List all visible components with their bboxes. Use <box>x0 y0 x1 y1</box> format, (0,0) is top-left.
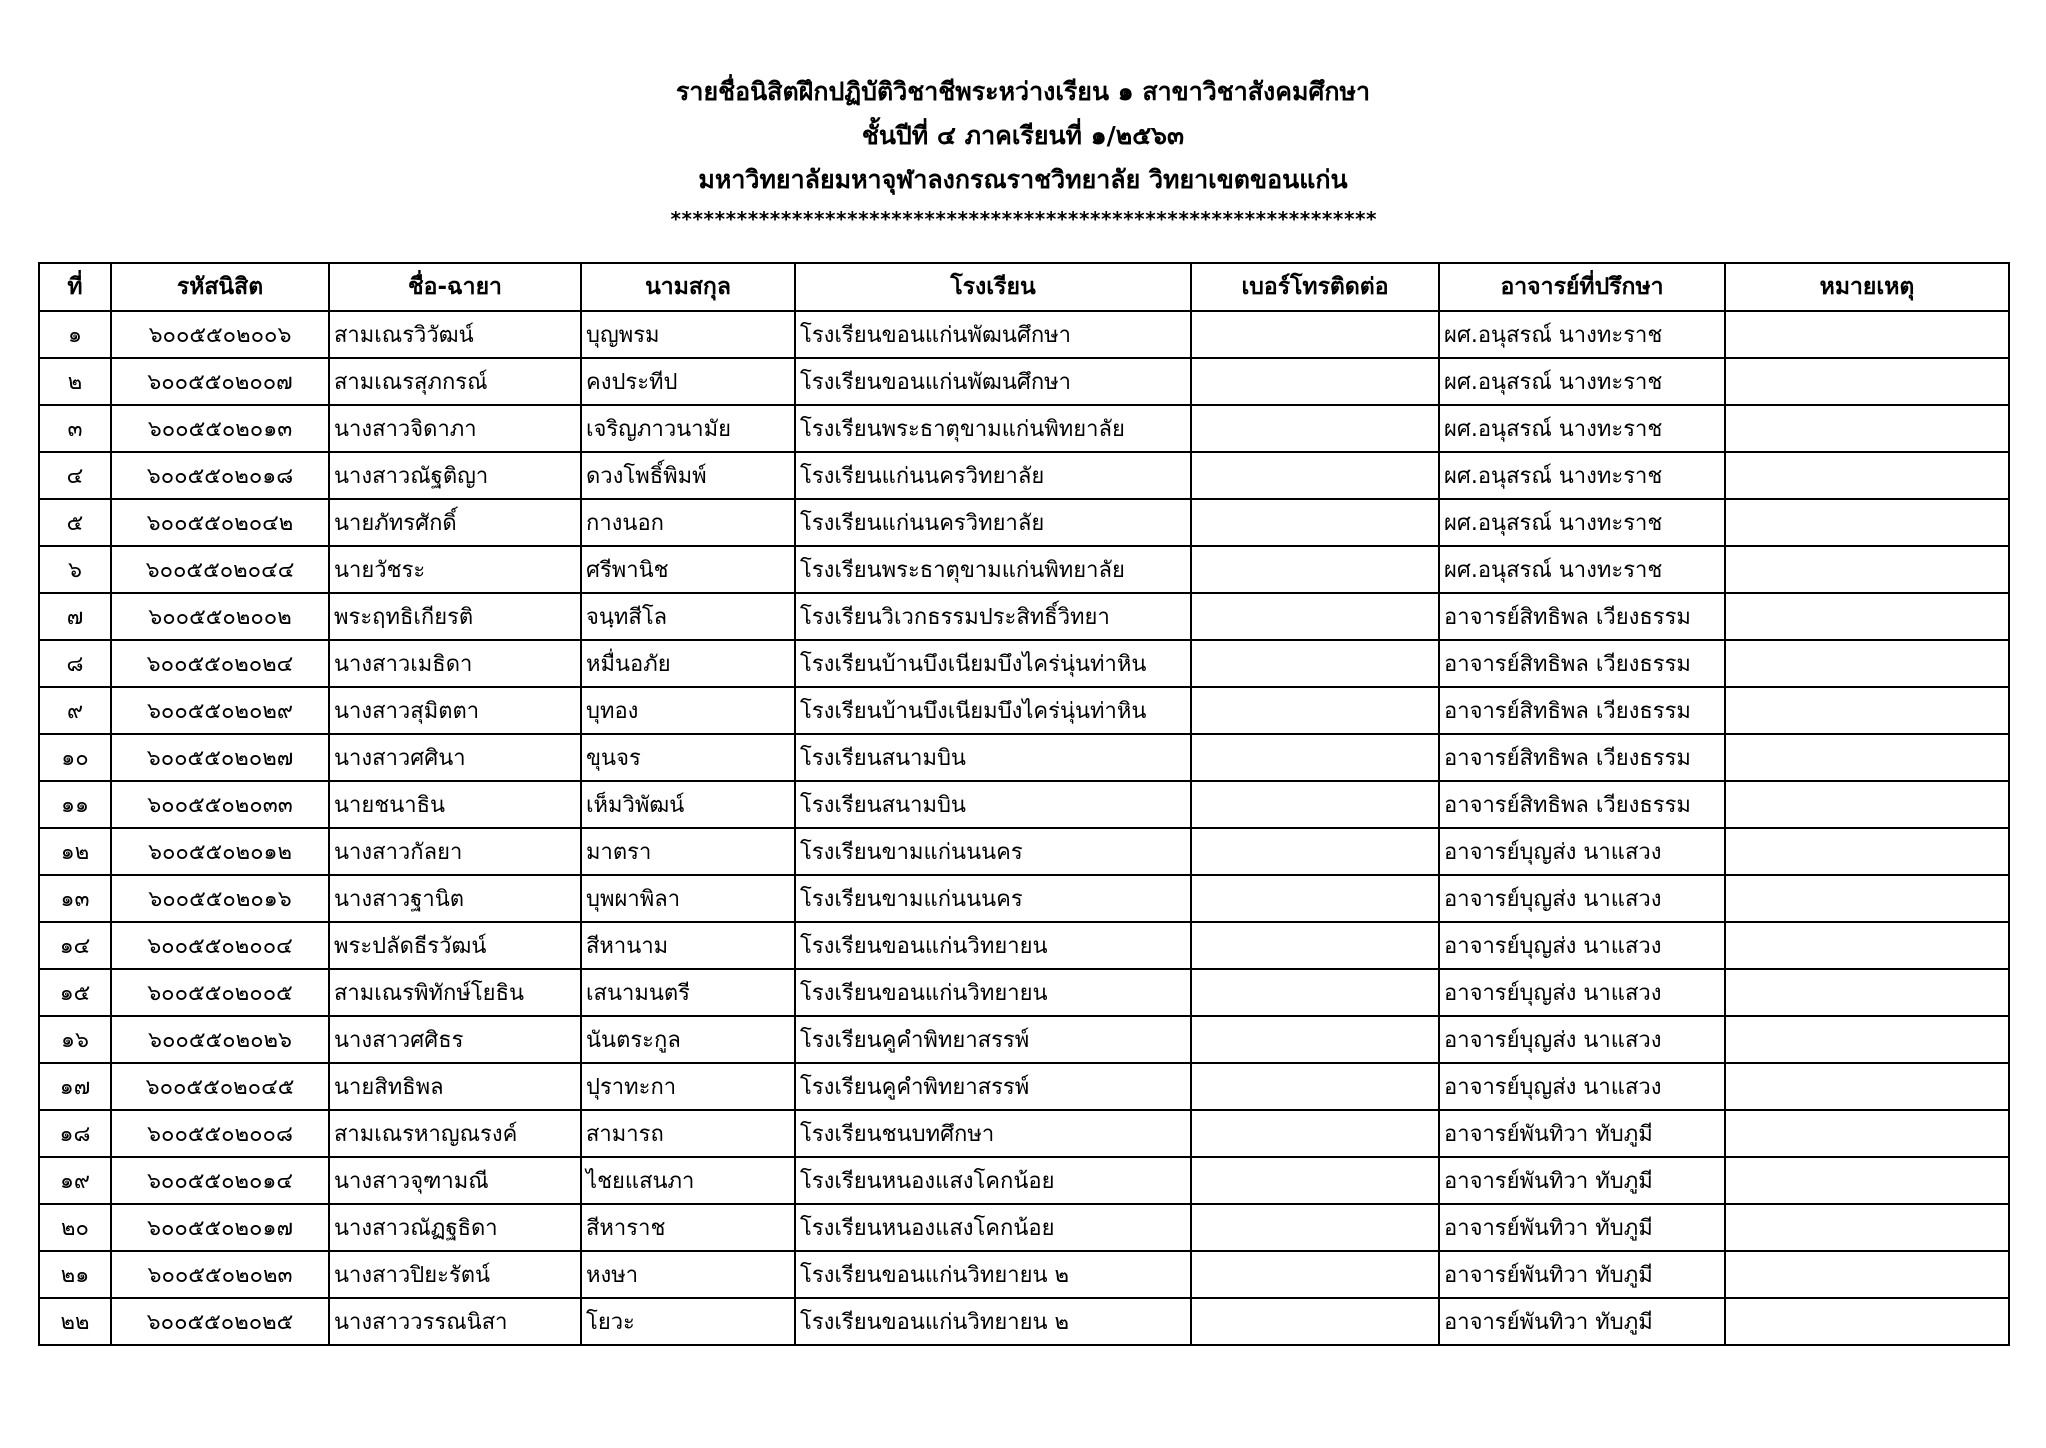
student-id: ๖๐๐๕๕๐๒๐๑๔ <box>111 1157 329 1204</box>
table-row <box>39 405 2009 452</box>
phone-number <box>1191 1298 1439 1345</box>
remarks <box>1725 358 2009 405</box>
col-header-student-id: รหัสนิสิต <box>111 263 329 311</box>
table-row <box>39 1204 2009 1251</box>
row-number: ๒ <box>39 358 111 405</box>
advisor-name: อาจารย์พันทิวา ทับภูมี <box>1439 1157 1725 1204</box>
col-header-school: โรงเรียน <box>795 263 1191 311</box>
row-number: ๑ <box>39 311 111 358</box>
school-name: โรงเรียนขอนแก่นวิทยายน ๒ <box>795 1298 1191 1345</box>
phone-number <box>1191 452 1439 499</box>
row-number: ๑๗ <box>39 1063 111 1110</box>
student-surname: สีหาราช <box>581 1204 795 1251</box>
student-id: ๖๐๐๕๕๐๒๐๒๖ <box>111 1016 329 1063</box>
student-name: สามเณรสุภกรณ์ <box>329 358 581 405</box>
school-name: โรงเรียนหนองแสงโคกน้อย <box>795 1204 1191 1251</box>
student-surname: สีหานาม <box>581 922 795 969</box>
student-id: ๖๐๐๕๕๐๒๐๑๓ <box>111 405 329 452</box>
table-row <box>39 969 2009 1016</box>
col-header-phone: เบอร์โทรติดต่อ <box>1191 263 1439 311</box>
advisor-name: อาจารย์สิทธิพล เวียงธรรม <box>1439 734 1725 781</box>
remarks <box>1725 640 2009 687</box>
advisor-name: อาจารย์สิทธิพล เวียงธรรม <box>1439 640 1725 687</box>
student-surname: เสนามนตรี <box>581 969 795 1016</box>
row-number: ๑๙ <box>39 1157 111 1204</box>
document-subtitle-term: ชั้นปีที่ ๔ ภาคเรียนที่ ๑/๒๕๖๓ <box>861 121 1185 150</box>
student-id: ๖๐๐๕๕๐๒๐๒๗ <box>111 734 329 781</box>
school-name: โรงเรียนแก่นนครวิทยาลัย <box>795 452 1191 499</box>
student-roster-table <box>38 262 2010 1346</box>
school-name: โรงเรียนคูคำพิทยาสรรพ์ <box>795 1016 1191 1063</box>
student-name: นางสาวจิดาภา <box>329 405 581 452</box>
phone-number <box>1191 734 1439 781</box>
student-id: ๖๐๐๕๕๐๒๐๒๙ <box>111 687 329 734</box>
student-surname: บุทอง <box>581 687 795 734</box>
advisor-name: อาจารย์บุญส่ง นาแสวง <box>1439 1016 1725 1063</box>
school-name: โรงเรียนขามแก่นนนคร <box>795 828 1191 875</box>
phone-number <box>1191 1204 1439 1251</box>
phone-number <box>1191 781 1439 828</box>
remarks <box>1725 1063 2009 1110</box>
table-row <box>39 593 2009 640</box>
student-surname: ศรีพานิช <box>581 546 795 593</box>
student-surname: หงษา <box>581 1251 795 1298</box>
school-name: โรงเรียนคูคำพิทยาสรรพ์ <box>795 1063 1191 1110</box>
student-surname: ขุนจร <box>581 734 795 781</box>
row-number: ๕ <box>39 499 111 546</box>
table-row <box>39 687 2009 734</box>
phone-number <box>1191 1251 1439 1298</box>
table-row <box>39 1251 2009 1298</box>
row-number: ๑๕ <box>39 969 111 1016</box>
student-name: นางสาวณัฏฐธิดา <box>329 1204 581 1251</box>
phone-number <box>1191 922 1439 969</box>
document-title: รายชื่อนิสิตฝึกปฏิบัติวิชาชีพระหว่างเรียน ๑ สาขาวิชาสังคมศึกษา <box>676 77 1370 106</box>
phone-number <box>1191 546 1439 593</box>
row-number: ๑๓ <box>39 875 111 922</box>
table-row <box>39 311 2009 358</box>
advisor-name: อาจารย์บุญส่ง นาแสวง <box>1439 1063 1725 1110</box>
advisor-name: ผศ.อนุสรณ์ นางทะราช <box>1439 452 1725 499</box>
table-row <box>39 828 2009 875</box>
phone-number <box>1191 969 1439 1016</box>
table-row <box>39 1298 2009 1345</box>
school-name: โรงเรียนขอนแก่นวิทยายน ๒ <box>795 1251 1191 1298</box>
phone-number <box>1191 593 1439 640</box>
phone-number <box>1191 311 1439 358</box>
remarks <box>1725 452 2009 499</box>
student-id: ๖๐๐๕๕๐๒๐๔๔ <box>111 546 329 593</box>
remarks <box>1725 875 2009 922</box>
student-name: นายวัชระ <box>329 546 581 593</box>
table-row <box>39 1157 2009 1204</box>
student-surname: ไชยแสนภา <box>581 1157 795 1204</box>
school-name: โรงเรียนขอนแก่นวิทยายน <box>795 969 1191 1016</box>
student-id: ๖๐๐๕๕๐๒๐๔๒ <box>111 499 329 546</box>
table-header-row <box>39 263 2009 311</box>
student-name: สามเณรพิทักษ์โยธิน <box>329 969 581 1016</box>
student-surname: หมื่นอภัย <box>581 640 795 687</box>
student-surname: สามารถ <box>581 1110 795 1157</box>
row-number: ๑๑ <box>39 781 111 828</box>
document-subtitle-university: มหาวิทยาลัยมหาจุฬาลงกรณราชวิทยาลัย วิทยาเขตขอนแก่น <box>698 165 1348 194</box>
student-surname: จนฺทสีโล <box>581 593 795 640</box>
table-row <box>39 1110 2009 1157</box>
student-name: นายชนาธิน <box>329 781 581 828</box>
student-surname: บุพผาพิลา <box>581 875 795 922</box>
remarks <box>1725 499 2009 546</box>
school-name: โรงเรียนวิเวกธรรมประสิทธิ์วิทยา <box>795 593 1191 640</box>
table-row <box>39 546 2009 593</box>
row-number: ๑๖ <box>39 1016 111 1063</box>
school-name: โรงเรียนหนองแสงโคกน้อย <box>795 1157 1191 1204</box>
school-name: โรงเรียนพระธาตุขามแก่นพิทยาลัย <box>795 405 1191 452</box>
row-number: ๔ <box>39 452 111 499</box>
student-name: นางสาวจุฑามณี <box>329 1157 581 1204</box>
col-header-name: ชื่อ-ฉายา <box>329 263 581 311</box>
student-name: นางสาวสุมิตตา <box>329 687 581 734</box>
remarks <box>1725 781 2009 828</box>
remarks <box>1725 311 2009 358</box>
school-name: โรงเรียนชนบทศึกษา <box>795 1110 1191 1157</box>
advisor-name: ผศ.อนุสรณ์ นางทะราช <box>1439 546 1725 593</box>
remarks <box>1725 828 2009 875</box>
student-id: ๖๐๐๕๕๐๒๐๐๔ <box>111 922 329 969</box>
student-surname: มาตรา <box>581 828 795 875</box>
table-row <box>39 922 2009 969</box>
advisor-name: อาจารย์สิทธิพล เวียงธรรม <box>1439 781 1725 828</box>
remarks <box>1725 405 2009 452</box>
student-surname: กางนอก <box>581 499 795 546</box>
student-id: ๖๐๐๕๕๐๒๐๐๖ <box>111 311 329 358</box>
school-name: โรงเรียนขอนแก่นวิทยายน <box>795 922 1191 969</box>
school-name: โรงเรียนสนามบิน <box>795 734 1191 781</box>
advisor-name: อาจารย์สิทธิพล เวียงธรรม <box>1439 593 1725 640</box>
student-name: นายภัทรศักดิ์ <box>329 499 581 546</box>
document-header <box>0 70 2046 234</box>
student-surname: ดวงโพธิ์พิมพ์ <box>581 452 795 499</box>
student-name: นางสาวณัฐติญา <box>329 452 581 499</box>
remarks <box>1725 1110 2009 1157</box>
row-number: ๑๘ <box>39 1110 111 1157</box>
school-name: โรงเรียนบ้านบึงเนียมบึงไคร่นุ่นท่าหิน <box>795 687 1191 734</box>
student-name: นางสาวกัลยา <box>329 828 581 875</box>
remarks <box>1725 1298 2009 1345</box>
student-name: นางสาวฐานิต <box>329 875 581 922</box>
student-id: ๖๐๐๕๕๐๒๐๐๗ <box>111 358 329 405</box>
phone-number <box>1191 499 1439 546</box>
row-number: ๘ <box>39 640 111 687</box>
school-name: โรงเรียนขามแก่นนนคร <box>795 875 1191 922</box>
phone-number <box>1191 1016 1439 1063</box>
row-number: ๓ <box>39 405 111 452</box>
remarks <box>1725 1204 2009 1251</box>
col-header-advisor: อาจารย์ที่ปรึกษา <box>1439 263 1725 311</box>
table-row <box>39 781 2009 828</box>
student-id: ๖๐๐๕๕๐๒๐๑๖ <box>111 875 329 922</box>
student-name: นางสาวศศิธร <box>329 1016 581 1063</box>
separator-line: **************************************************************** <box>669 207 1377 231</box>
student-surname: คงประทีป <box>581 358 795 405</box>
student-id: ๖๐๐๕๕๐๒๐๑๒ <box>111 828 329 875</box>
advisor-name: ผศ.อนุสรณ์ นางทะราช <box>1439 311 1725 358</box>
remarks <box>1725 734 2009 781</box>
student-name: สามเณรวิวัฒน์ <box>329 311 581 358</box>
phone-number <box>1191 640 1439 687</box>
student-name: พระปลัดธีรวัฒน์ <box>329 922 581 969</box>
student-surname: ปุราทะกา <box>581 1063 795 1110</box>
phone-number <box>1191 1110 1439 1157</box>
row-number: ๒๐ <box>39 1204 111 1251</box>
phone-number <box>1191 405 1439 452</box>
advisor-name: อาจารย์พันทิวา ทับภูมี <box>1439 1251 1725 1298</box>
row-number: ๑๐ <box>39 734 111 781</box>
phone-number <box>1191 1157 1439 1204</box>
advisor-name: อาจารย์พันทิวา ทับภูมี <box>1439 1110 1725 1157</box>
row-number: ๑๒ <box>39 828 111 875</box>
advisor-name: อาจารย์บุญส่ง นาแสวง <box>1439 922 1725 969</box>
student-name: นางสาวปิยะรัตน์ <box>329 1251 581 1298</box>
student-id: ๖๐๐๕๕๐๒๐๔๕ <box>111 1063 329 1110</box>
student-id: ๖๐๐๕๕๐๒๐๑๗ <box>111 1204 329 1251</box>
phone-number <box>1191 828 1439 875</box>
table-row <box>39 499 2009 546</box>
student-id: ๖๐๐๕๕๐๒๐๑๘ <box>111 452 329 499</box>
school-name: โรงเรียนพระธาตุขามแก่นพิทยาลัย <box>795 546 1191 593</box>
advisor-name: ผศ.อนุสรณ์ นางทะราช <box>1439 499 1725 546</box>
phone-number <box>1191 1063 1439 1110</box>
student-id: ๖๐๐๕๕๐๒๐๐๕ <box>111 969 329 1016</box>
school-name: โรงเรียนแก่นนครวิทยาลัย <box>795 499 1191 546</box>
col-header-remarks: หมายเหตุ <box>1725 263 2009 311</box>
table-row <box>39 358 2009 405</box>
remarks <box>1725 1157 2009 1204</box>
advisor-name: ผศ.อนุสรณ์ นางทะราช <box>1439 405 1725 452</box>
row-number: ๗ <box>39 593 111 640</box>
student-surname: เห็มวิพัฒน์ <box>581 781 795 828</box>
phone-number <box>1191 687 1439 734</box>
row-number: ๒๑ <box>39 1251 111 1298</box>
advisor-name: อาจารย์บุญส่ง นาแสวง <box>1439 828 1725 875</box>
student-surname: โยวะ <box>581 1298 795 1345</box>
table-row <box>39 875 2009 922</box>
student-id: ๖๐๐๕๕๐๒๐๒๔ <box>111 640 329 687</box>
student-name: นางสาวศศินา <box>329 734 581 781</box>
advisor-name: อาจารย์พันทิวา ทับภูมี <box>1439 1298 1725 1345</box>
table-body <box>39 311 2009 1345</box>
student-id: ๖๐๐๕๕๐๒๐๐๒ <box>111 593 329 640</box>
advisor-name: อาจารย์บุญส่ง นาแสวง <box>1439 875 1725 922</box>
school-name: โรงเรียนขอนแก่นพัฒนศึกษา <box>795 358 1191 405</box>
row-number: ๖ <box>39 546 111 593</box>
school-name: โรงเรียนขอนแก่นพัฒนศึกษา <box>795 311 1191 358</box>
advisor-name: อาจารย์พันทิวา ทับภูมี <box>1439 1204 1725 1251</box>
school-name: โรงเรียนบ้านบึงเนียมบึงไคร่นุ่นท่าหิน <box>795 640 1191 687</box>
student-surname: เจริญภาวนามัย <box>581 405 795 452</box>
student-name: สามเณรหาญณรงค์ <box>329 1110 581 1157</box>
student-name: นางสาวเมธิดา <box>329 640 581 687</box>
row-number: ๑๔ <box>39 922 111 969</box>
table-row <box>39 734 2009 781</box>
col-header-no: ที่ <box>39 263 111 311</box>
remarks <box>1725 687 2009 734</box>
remarks <box>1725 546 2009 593</box>
row-number: ๙ <box>39 687 111 734</box>
student-surname: บุญพรม <box>581 311 795 358</box>
student-id: ๖๐๐๕๕๐๒๐๒๓ <box>111 1251 329 1298</box>
student-surname: นันตระกูล <box>581 1016 795 1063</box>
student-name: นายสิทธิพล <box>329 1063 581 1110</box>
table-row <box>39 640 2009 687</box>
table-row <box>39 452 2009 499</box>
phone-number <box>1191 358 1439 405</box>
remarks <box>1725 922 2009 969</box>
advisor-name: อาจารย์บุญส่ง นาแสวง <box>1439 969 1725 1016</box>
school-name: โรงเรียนสนามบิน <box>795 781 1191 828</box>
student-id: ๖๐๐๕๕๐๒๐๐๘ <box>111 1110 329 1157</box>
phone-number <box>1191 875 1439 922</box>
remarks <box>1725 969 2009 1016</box>
table-row <box>39 1016 2009 1063</box>
advisor-name: ผศ.อนุสรณ์ นางทะราช <box>1439 358 1725 405</box>
remarks <box>1725 1016 2009 1063</box>
advisor-name: อาจารย์สิทธิพล เวียงธรรม <box>1439 687 1725 734</box>
student-id: ๖๐๐๕๕๐๒๐๓๓ <box>111 781 329 828</box>
table-row <box>39 1063 2009 1110</box>
col-header-surname: นามสกุล <box>581 263 795 311</box>
student-name: พระฤทธิเกียรติ <box>329 593 581 640</box>
student-id: ๖๐๐๕๕๐๒๐๒๕ <box>111 1298 329 1345</box>
row-number: ๒๒ <box>39 1298 111 1345</box>
remarks <box>1725 1251 2009 1298</box>
remarks <box>1725 593 2009 640</box>
student-name: นางสาววรรณนิสา <box>329 1298 581 1345</box>
